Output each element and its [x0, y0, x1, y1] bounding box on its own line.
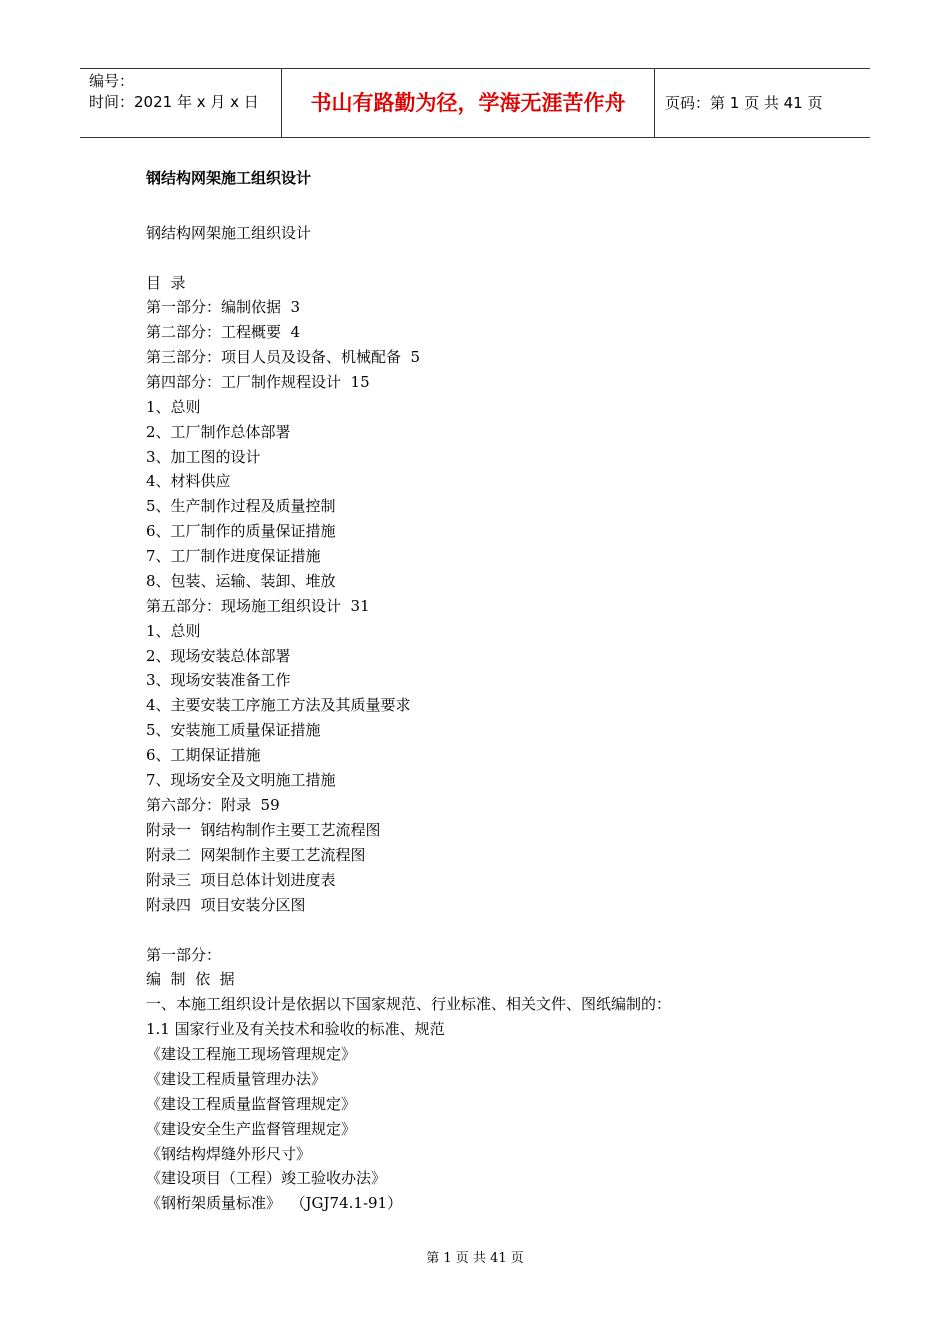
standard-item: 《钢结构焊缝外形尺寸》 — [146, 1145, 312, 1163]
toc-item: 1、总则 — [146, 398, 201, 416]
page-footer: 第 1 页 共 41 页 — [426, 1251, 524, 1266]
toc-item: 第六部分：附录 59 — [146, 796, 280, 814]
toc-item: 4、主要安装工序施工方法及其质量要求 — [146, 696, 411, 714]
toc-item: 第四部分：工厂制作规程设计 15 — [146, 373, 370, 391]
toc-item: 8、包装、运输、装卸、堆放 — [146, 572, 336, 590]
toc-item: 5、生产制作过程及质量控制 — [146, 497, 336, 515]
toc-item: 4、材料供应 — [146, 472, 231, 490]
toc-item: 1、总则 — [146, 622, 201, 640]
toc-item: 第二部分：工程概要 4 — [146, 323, 301, 341]
toc-item: 3、现场安装准备工作 — [146, 671, 291, 689]
document-title: 钢结构网架施工组织设计 — [146, 169, 312, 187]
standard-item: 《建设安全生产监督管理规定》 — [146, 1120, 357, 1138]
toc-item: 附录一 钢结构制作主要工艺流程图 — [146, 821, 381, 839]
toc-item: 第三部分：项目人员及设备、机械配备 5 — [146, 348, 421, 366]
page-header — [80, 68, 870, 138]
toc-item: 第五部分：现场施工组织设计 31 — [146, 597, 370, 615]
toc-item: 附录三 项目总体计划进度表 — [146, 871, 336, 889]
toc-item: 6、工期保证措施 — [146, 746, 261, 764]
toc-item: 3、加工图的设计 — [146, 448, 261, 466]
toc-item: 附录四 项目安装分区图 — [146, 896, 306, 914]
toc-item: 第一部分：编制依据 3 — [146, 298, 301, 316]
header-motto: 书山有路勤为径，学海无涯苦作舟 — [282, 69, 655, 137]
toc-heading: 目 录 — [146, 274, 186, 292]
toc-item: 2、工厂制作总体部署 — [146, 423, 291, 441]
number-label: 编号： — [89, 72, 135, 90]
header-page-label: 页码：第 1 页 共 41 页 — [665, 94, 823, 112]
toc-item: 6、工厂制作的质量保证措施 — [146, 522, 336, 540]
toc-item: 附录二 网架制作主要工艺流程图 — [146, 846, 366, 864]
toc-item: 7、现场安全及文明施工措施 — [146, 771, 336, 789]
body-paragraph: 1.1 国家行业及有关技术和验收的标准、规范 — [146, 1020, 445, 1038]
header-meta-cell — [80, 69, 282, 137]
standard-item: 《建设项目（工程）竣工验收办法》 — [146, 1169, 387, 1187]
section-subheading: 编 制 依 据 — [146, 970, 235, 988]
time-label: 时间：2021 年 x 月 x 日 — [89, 93, 259, 111]
body-line: 钢结构网架施工组织设计 — [146, 224, 312, 242]
toc-item: 2、现场安装总体部署 — [146, 647, 291, 665]
standard-item: 《建设工程质量管理办法》 — [146, 1070, 327, 1088]
toc-item: 7、工厂制作进度保证措施 — [146, 547, 321, 565]
standard-item: 《建设工程施工现场管理规定》 — [146, 1045, 357, 1063]
standard-item: 《钢桁架质量标准》 （JGJ74.1-91） — [146, 1194, 403, 1212]
toc-item: 5、安装施工质量保证措施 — [146, 721, 321, 739]
section-heading: 第一部分： — [146, 946, 222, 964]
standard-item: 《建设工程质量监督管理规定》 — [146, 1095, 357, 1113]
body-paragraph: 一、本施工组织设计是依据以下国家规范、行业标准、相关文件、图纸编制的： — [146, 995, 672, 1013]
